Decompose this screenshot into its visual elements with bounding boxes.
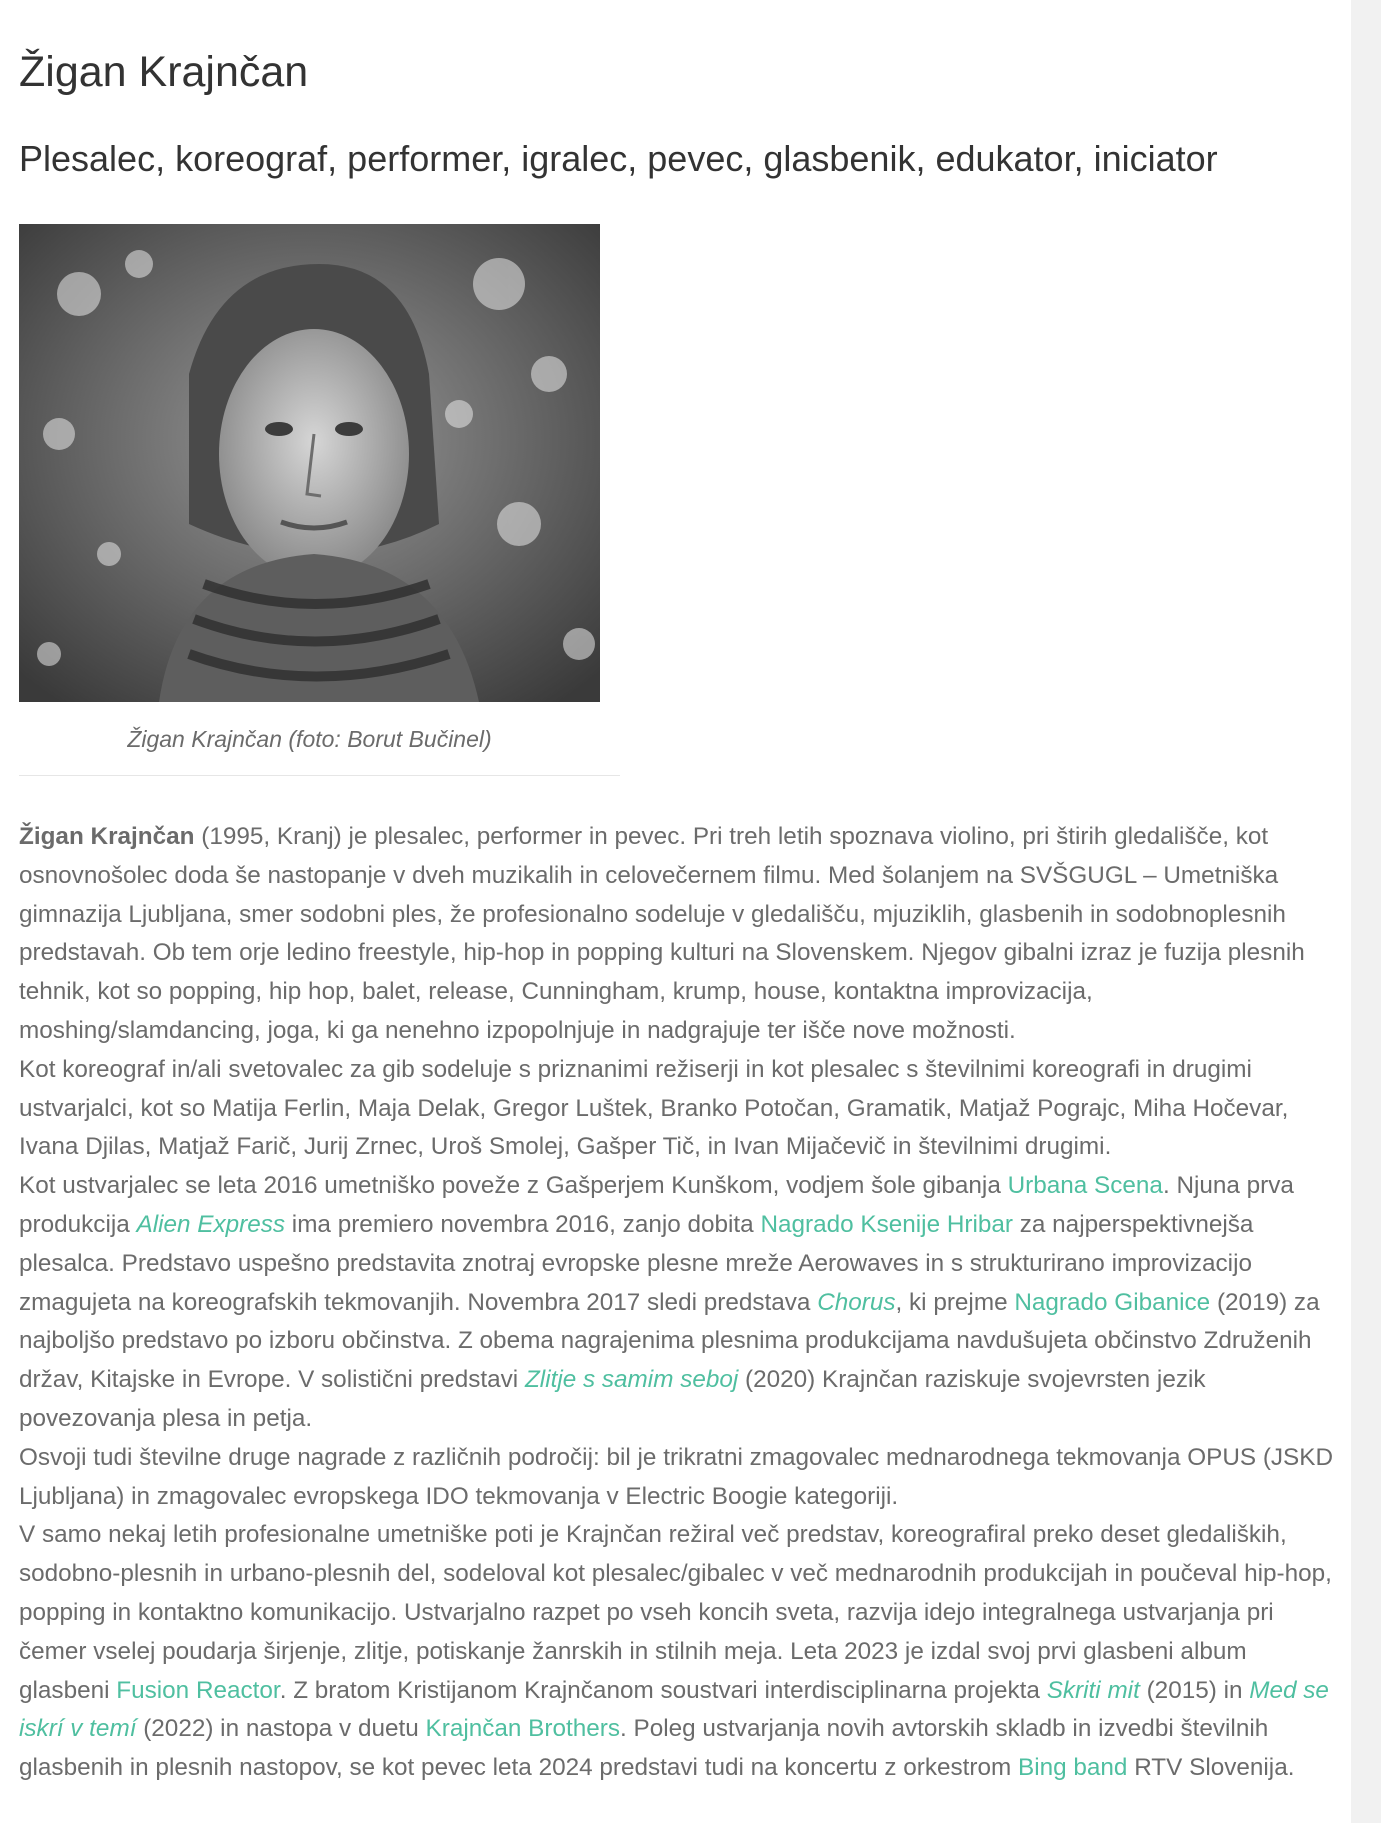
bio-text: RTV Slovenija.	[1127, 1754, 1295, 1782]
bio-paragraph-2: Kot koreograf in/ali svetovalec za gib sodeluje s priznanimi režiserji in kot plesalec s številnimi koreografi in drugimi ustvarjalci, kot so Matija Ferlin, Maja Delak, Gregor Luštek, Branko Potočan, Gramatik, Matjaž Pograjc, Miha Hočevar, Ivana Djilas, Matjaž Farič, Jurij Zrnec, Uroš Smolej, Gašper Tič, in Ivan Mijačevič in številnimi drugimi.	[19, 1055, 1289, 1161]
bio-text: . Z bratom Kristijanom Krajnčanom soustvari interdisciplinarna projekta	[279, 1676, 1047, 1704]
link-krajncan-brothers[interactable]: Krajnčan Brothers	[425, 1715, 620, 1743]
bio-paragraph-1	[19, 818, 1339, 1051]
link-skriti-mit[interactable]	[1047, 1677, 1140, 1704]
bio-text: . Njuna prva produkcija	[19, 1172, 1294, 1238]
portrait-caption: Žigan Krajnčan (foto: Borut Bučinel)	[127, 726, 492, 752]
portrait-figure	[19, 224, 620, 776]
link-nagrado-ksenije-hribar[interactable]: Nagrado Ksenije Hribar	[760, 1210, 1013, 1238]
bio-text: (1995, Kranj) je plesalec, performer in pevec. Pri treh letih spoznava violino, pri štirih gledališče, kot osnovnošolec doda še nastopanje v dveh muzikalih in celovečernem filmu. Med šolanjem na SVŠGUGL – Umetniška gimnazija Ljubljana, smer sodobni ples, že profesionalno sodeluje v gledališču, mjuziklih, glasbenih in sodobnoplesnih predstavah. Ob tem orje ledino freestyle, hip-hop in popping kulturi na Slovenskem. Njegov gibalni izraz je fuzija plesnih tehnik, kot so popping, hip hop, balet, release, Cunningham, krump, house, kontaktna improvizacija, moshing/slamdancing, joga, ki ga nenehno izpopolnjuje in nadgrajuje ter išče nove možnosti.	[19, 823, 1305, 1044]
link-alien-express[interactable]	[137, 1211, 286, 1238]
scrollbar-track[interactable]	[1351, 0, 1381, 1823]
biography	[19, 818, 1339, 1788]
page-title: Žigan Krajnčan	[19, 48, 309, 96]
page-subtitle: Plesalec, koreograf, performer, igralec, pevec, glasbenik, edukator, iniciator	[19, 138, 1218, 179]
title-zlitje: Zlitje s samim seboj	[524, 1366, 739, 1394]
link-zlitje-s-samim-seboj[interactable]	[525, 1366, 738, 1393]
link-fusion-reactor[interactable]: Fusion Reactor	[116, 1676, 280, 1704]
title-med-se-iskri: Med se iskrí v temí	[19, 1676, 1329, 1743]
bio-text: (2015) in	[1139, 1676, 1250, 1704]
link-urbana-scena[interactable]: Urbana Scena	[1007, 1172, 1163, 1200]
bio-name: Žigan Krajnčan	[19, 823, 195, 850]
portrait-photo	[19, 224, 600, 702]
bio-text: , ki prejme	[895, 1288, 1015, 1316]
bio-paragraph-3	[19, 1167, 1339, 1439]
bio-text: (2020) Krajnčan raziskuje svojevrsten jezik povezovanja plesa in petja.	[19, 1366, 1206, 1432]
title-skriti-mit: Skriti mit	[1046, 1676, 1140, 1704]
bio-text: V samo nekaj letih profesionalne umetniške poti je Krajnčan režiral več predstav, koreografiral preko deset gledaliških, sodobno-plesnih in urbano-plesnih del, sodeloval kot plesalec/gibalec v več mednarodnih produkcijah in poučeval hip-hop, popping in kontaktno komunikacijo. Ustvarjalno razpet po vseh koncih sveta, razvija idejo integralnega ustvarjanja pri čemer vselej poudarja širjenje, zlitje, potiskanje žanrskih in stilnih meja. Leta 2023 je izdal svoj prvi glasbeni album glasbeni	[19, 1521, 1332, 1704]
link-chorus[interactable]	[817, 1289, 895, 1316]
link-nagrado-gibanice[interactable]: Nagrado Gibanice	[1014, 1288, 1211, 1316]
bio-paragraph-5	[19, 1516, 1339, 1788]
bio-text: ima premiero novembra 2016, zanjo dobita	[285, 1210, 761, 1238]
bio-text: za najperspektivnejša plesalca. Predstavo uspešno predstavita znotraj evropske plesne mreže Aerowaves in s strukturirano improvizacijo zmagujeta na koreografskih tekmovanjih. Novembra 2017 sledi predstava	[19, 1210, 1254, 1316]
title-alien-express: Alien Express	[136, 1210, 286, 1238]
title-chorus: Chorus	[817, 1288, 896, 1316]
link-bing-band[interactable]: Bing band	[1018, 1754, 1128, 1782]
bio-text: Kot ustvarjalec se leta 2016 umetniško poveže z Gašperjem Kunškom, vodjem šole gibanja	[19, 1172, 1008, 1200]
bio-text: (2022) in nastopa v duetu	[136, 1715, 426, 1743]
bio-paragraph-4: Osvoji tudi številne druge nagrade z različnih področij: bil je trikratni zmagovalec mednarodnega tekmovanja OPUS (JSKD Ljubljana) in zmagovalec evropskega IDO tekmovanja v Electric Boogie kategoriji.	[19, 1443, 1334, 1510]
bio-text: . Poleg ustvarjanja novih avtorskih skladb in izvedbi številnih glasbenih in plesnih nastopov, se kot pevec leta 2024 predstavi tudi na koncertu z orkestrom	[19, 1715, 1269, 1782]
bio-text: (2019) za najboljšo predstavo po izboru občinstva. Z obema nagrajenima plesnima produkcijama navdušujeta občinstvo Združenih držav, Kitajske in Evrope. V solistični predstavi	[19, 1288, 1320, 1394]
